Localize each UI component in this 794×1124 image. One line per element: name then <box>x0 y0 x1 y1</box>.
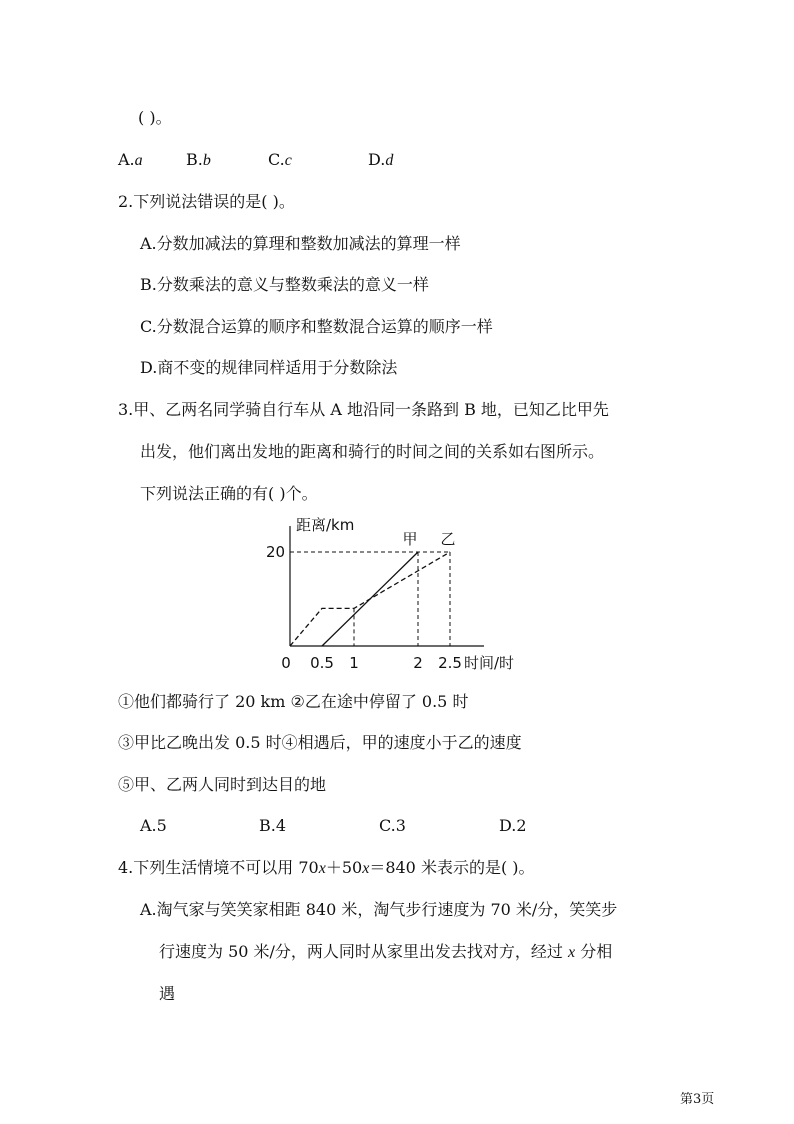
q2-stem: 2.下列说法错误的是( )。 <box>118 192 295 211</box>
q2-option-a: A.分数加减法的算理和整数加减法的算理一样 <box>140 234 461 253</box>
q4-var-2: x <box>362 860 370 877</box>
q3-statement-1-2: ①他们都骑行了 20 km ②乙在途中停留了 0.5 时 <box>118 692 469 711</box>
q1-option-d-var: d <box>385 152 394 169</box>
q1-option-b <box>186 150 211 171</box>
q1-option-d <box>368 150 393 171</box>
q1-option-a-letter: A. <box>118 150 135 169</box>
page-number: 第3页 <box>680 1092 715 1107</box>
q3-stem-line-3: 下列说法正确的有( )个。 <box>140 484 318 503</box>
q3-option-a: A.5 <box>140 816 167 835</box>
q3-statement-5: ⑤甲、乙两人同时到达目的地 <box>118 775 327 794</box>
q3-option-b: B.4 <box>259 816 287 835</box>
q1-option-c <box>268 150 292 171</box>
series-label-jia: 甲 <box>402 530 418 548</box>
q2-option-b: B.分数乘法的意义与整数乘法的意义一样 <box>140 275 429 294</box>
q3-statement-3-4: ③甲比乙晚出发 0.5 时④相遇后，甲的速度小于乙的速度 <box>118 733 522 752</box>
q4-stem-mid2: ＝840 米表示的是( )。 <box>369 858 535 877</box>
q3-stem-line-2: 出发，他们离出发地的距离和骑行的时间之间的关系如右图所示。 <box>140 442 605 461</box>
q4-option-a-line-1: A.淘气家与笑笑家相距 840 米，淘气步行速度为 70 米/分，笑笑步 <box>140 900 618 919</box>
q3-stem-line-1: 3.甲、乙两名同学骑自行车从 A 地沿同一条路到 B 地，已知乙比甲先 <box>118 400 609 419</box>
q4-var-3: x <box>568 944 576 961</box>
q1-option-d-letter: D. <box>368 150 386 169</box>
q3-option-d: D.2 <box>499 816 527 835</box>
q1-option-b-letter: B. <box>186 150 203 169</box>
q4-option-a-line-3: 遇 <box>159 984 176 1003</box>
chart-series <box>290 552 450 646</box>
q4-var-1: x <box>318 860 326 877</box>
x-tick-label: 0.5 <box>310 654 334 672</box>
q2-option-d: D.商不变的规律同样适用于分数除法 <box>140 358 398 377</box>
distance-time-chart <box>250 512 515 677</box>
x-tick-label: 1 <box>349 654 359 672</box>
x-tick-label: 2 <box>413 654 423 672</box>
q1-option-a <box>118 150 143 171</box>
y-tick-label: 20 <box>266 543 286 561</box>
q2-option-c: C.分数混合运算的顺序和整数混合运算的顺序一样 <box>140 317 493 336</box>
q1-option-c-var: c <box>284 152 292 169</box>
x-axis-label: 时间/时 <box>464 654 515 672</box>
x-tick-label: 0 <box>281 654 291 672</box>
q3-option-c: C.3 <box>379 816 406 835</box>
q1-option-b-var: b <box>202 152 211 169</box>
q1-option-a-var: a <box>134 152 143 169</box>
q4-option-a-line-2 <box>159 942 612 963</box>
series-label-yi: 乙 <box>440 530 456 548</box>
x-tick-label: 2.5 <box>438 654 462 672</box>
q4-stem <box>118 858 535 879</box>
q4-option-a-line-2-pre: 行速度为 50 米/分，两人同时从家里出发去找对方，经过 <box>159 942 569 961</box>
q4-stem-mid1: ＋50 <box>325 858 363 877</box>
q4-stem-pre: 4.下列生活情境不可以用 70 <box>118 858 319 877</box>
series-yi-line <box>290 552 450 646</box>
q4-option-a-line-2-post: 分相 <box>575 942 613 961</box>
y-axis-label: 距离/km <box>296 516 355 534</box>
q1-option-c-letter: C. <box>268 150 285 169</box>
chart-labels <box>266 516 514 672</box>
q1-answer-blank: ( )。 <box>138 108 172 127</box>
